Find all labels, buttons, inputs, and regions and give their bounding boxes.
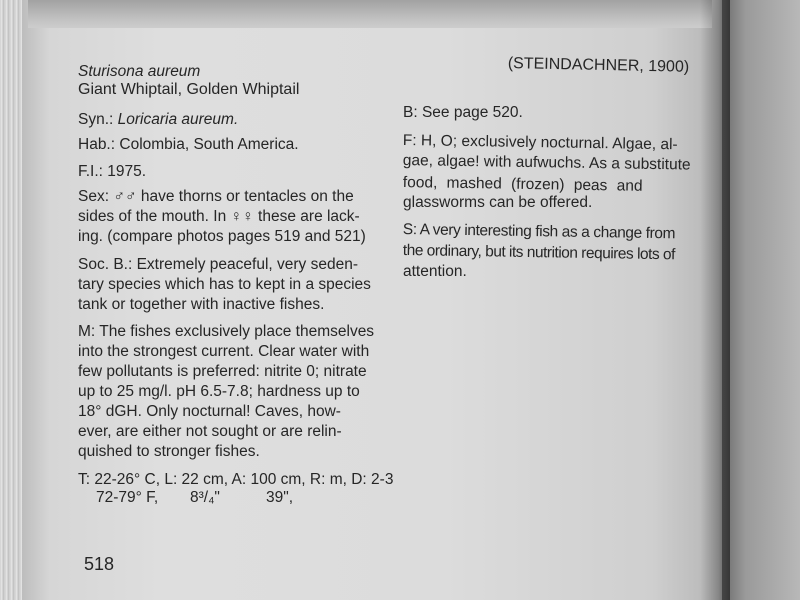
food-line: food, mashed (frozen) peas and <box>402 173 643 195</box>
food-line: F: H, O; exclusively nocturnal. Algae, al- <box>402 131 678 154</box>
special-line: S: A very interesting fish as a change from <box>402 220 676 243</box>
synonym-value: Loricaria aureum. <box>117 111 239 128</box>
first-import-label: F.I.: <box>78 163 103 180</box>
breeding-text: B: See page 520. <box>403 104 523 121</box>
length-inches-value: 8³/₄" <box>190 489 220 506</box>
parameters-line: T: 22-26° C, L: 22 cm, A: 100 cm, R: m, D: 2-3 <box>78 471 394 488</box>
adjacent-page <box>722 0 800 600</box>
habitat-value: Colombia, South America. <box>119 136 299 153</box>
first-import-line <box>78 162 146 183</box>
maintenance-line: few pollutants is preferred: nitrite 0; nitrate <box>78 363 367 380</box>
food-line: gae, algae! with aufwuchs. As a substitute <box>402 151 691 174</box>
maintenance-line: quished to stronger fishes. <box>78 443 260 460</box>
aquarium-inches-value: 39", <box>266 489 294 506</box>
social-line: tary species which has to kept in a species <box>78 276 371 293</box>
photo-strip-top <box>28 0 712 28</box>
species-author: (STEINDACHNER, 1900) <box>507 54 690 76</box>
scientific-name: Sturisona aureum <box>78 63 201 80</box>
maintenance-line: 18° dGH. Only nocturnal! Caves, how- <box>78 403 341 420</box>
gutter-shadow <box>700 0 730 600</box>
special-line: attention. <box>403 263 467 280</box>
habitat-label: Hab.: <box>78 136 116 153</box>
habitat-line <box>78 135 299 156</box>
special-line: the ordinary, but its nutrition requires lots of <box>402 241 676 264</box>
synonym-label: Syn.: <box>78 111 114 128</box>
sex-line: sides of the mouth. In ♀♀ these are lack- <box>78 208 360 225</box>
first-import-value: 1975. <box>107 163 147 180</box>
fahrenheit-value: 72-79° F, <box>96 489 159 506</box>
social-line: tank or together with inactive fishes. <box>78 296 325 313</box>
maintenance-line: up to 25 mg/l. pH 6.5-7.8; hardness up to <box>78 383 360 400</box>
food-line: glassworms can be offered. <box>403 194 593 211</box>
maintenance-line: ever, are either not sought or are relin- <box>78 423 342 440</box>
maintenance-line: into the strongest current. Clear water with <box>78 343 370 360</box>
social-line: Soc. B.: Extremely peaceful, very seden- <box>78 256 358 273</box>
synonym-line <box>78 110 238 131</box>
maintenance-line: M: The fishes exclusively place themselves <box>78 323 375 340</box>
sex-line: ing. (compare photos pages 519 and 521) <box>78 228 366 245</box>
common-names: Giant Whiptail, Golden Whiptail <box>78 81 300 98</box>
sex-line: Sex: ♂♂ have thorns or tentacles on the <box>78 188 354 205</box>
page-number: 518 <box>84 554 115 574</box>
